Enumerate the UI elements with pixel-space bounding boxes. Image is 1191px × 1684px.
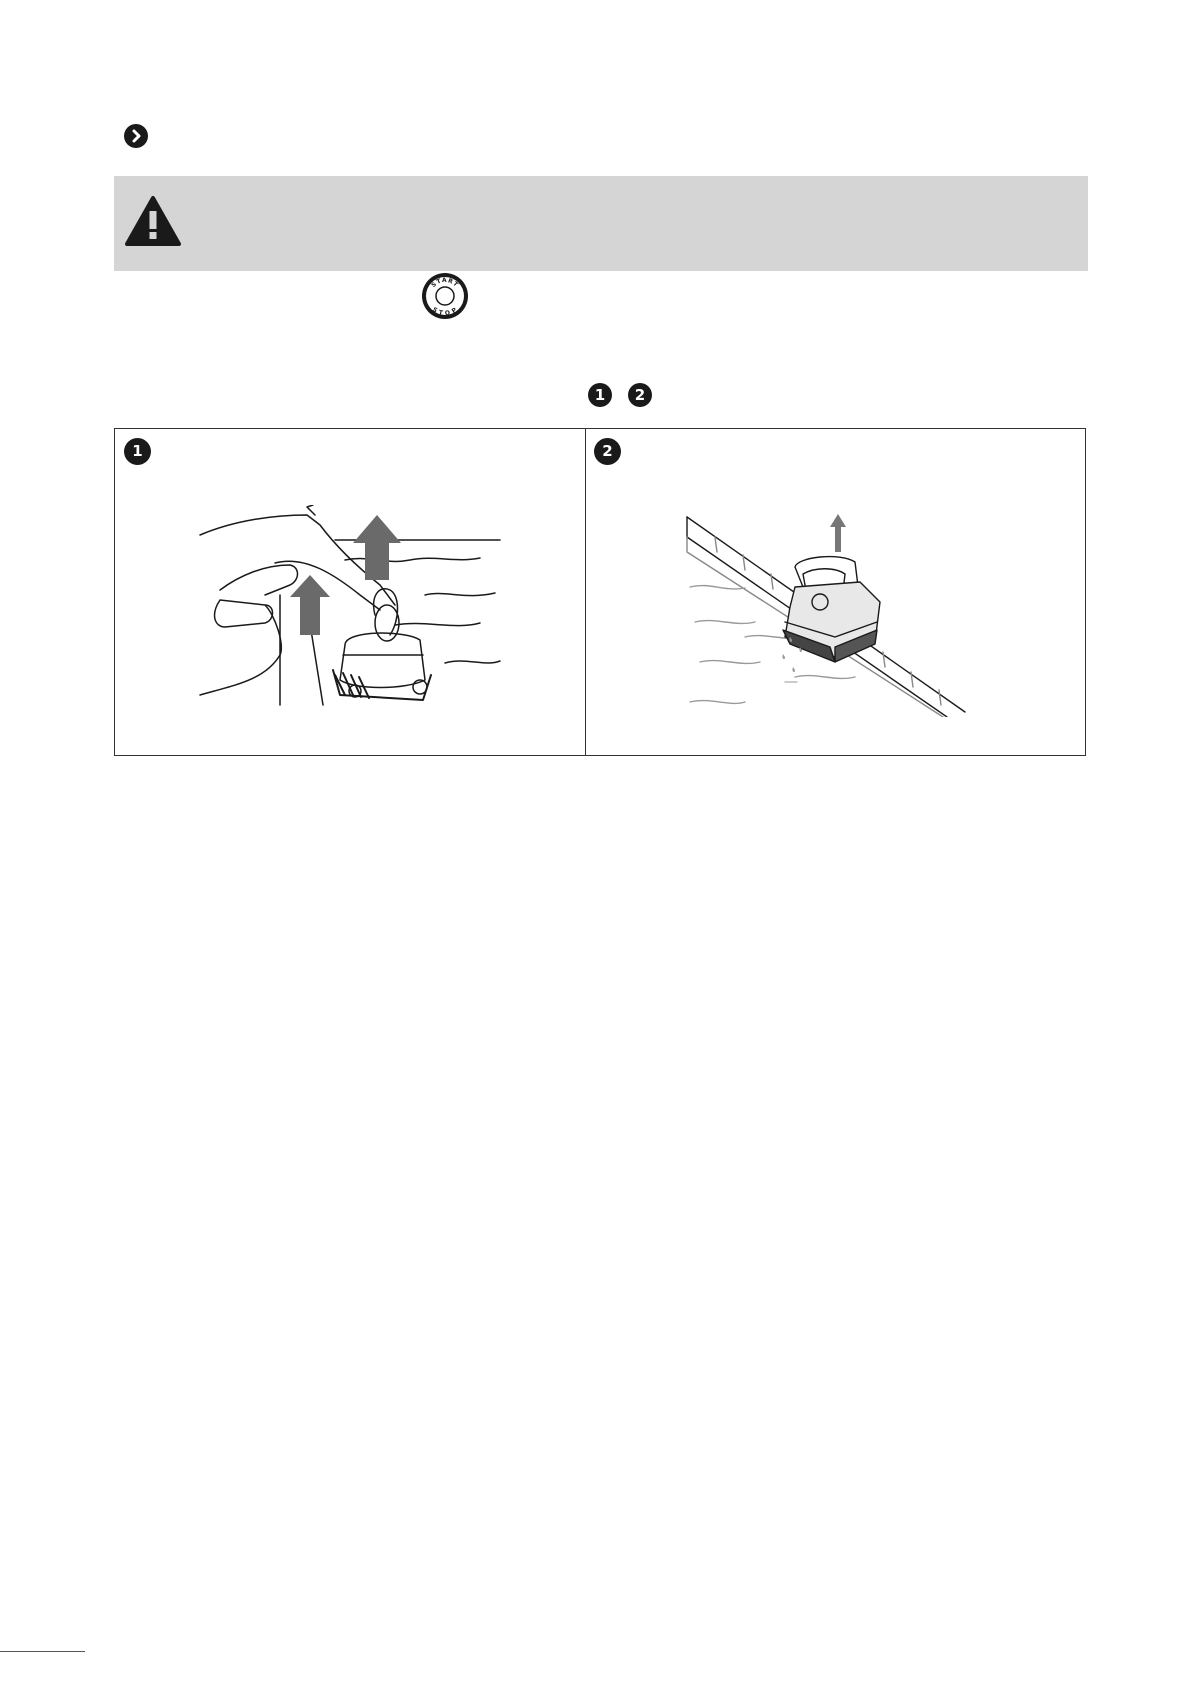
start-stop-button-icon [420, 271, 470, 321]
warning-banner [114, 176, 1088, 271]
step-ref-2: 2 [628, 383, 652, 407]
lift-robot-illustration [195, 505, 510, 715]
step-ref-1: 1 [588, 383, 612, 407]
panel-divider [585, 428, 586, 756]
warning-triangle-icon [124, 195, 182, 247]
robot-on-edge-illustration [685, 512, 985, 717]
page-footer-rule [0, 1651, 85, 1652]
stop-label: STOP [431, 306, 459, 318]
chevron-right-circle-icon [124, 124, 148, 148]
start-label: START [430, 276, 460, 289]
panel-number-1: 1 [124, 438, 151, 465]
panel-number-2: 2 [594, 438, 621, 465]
